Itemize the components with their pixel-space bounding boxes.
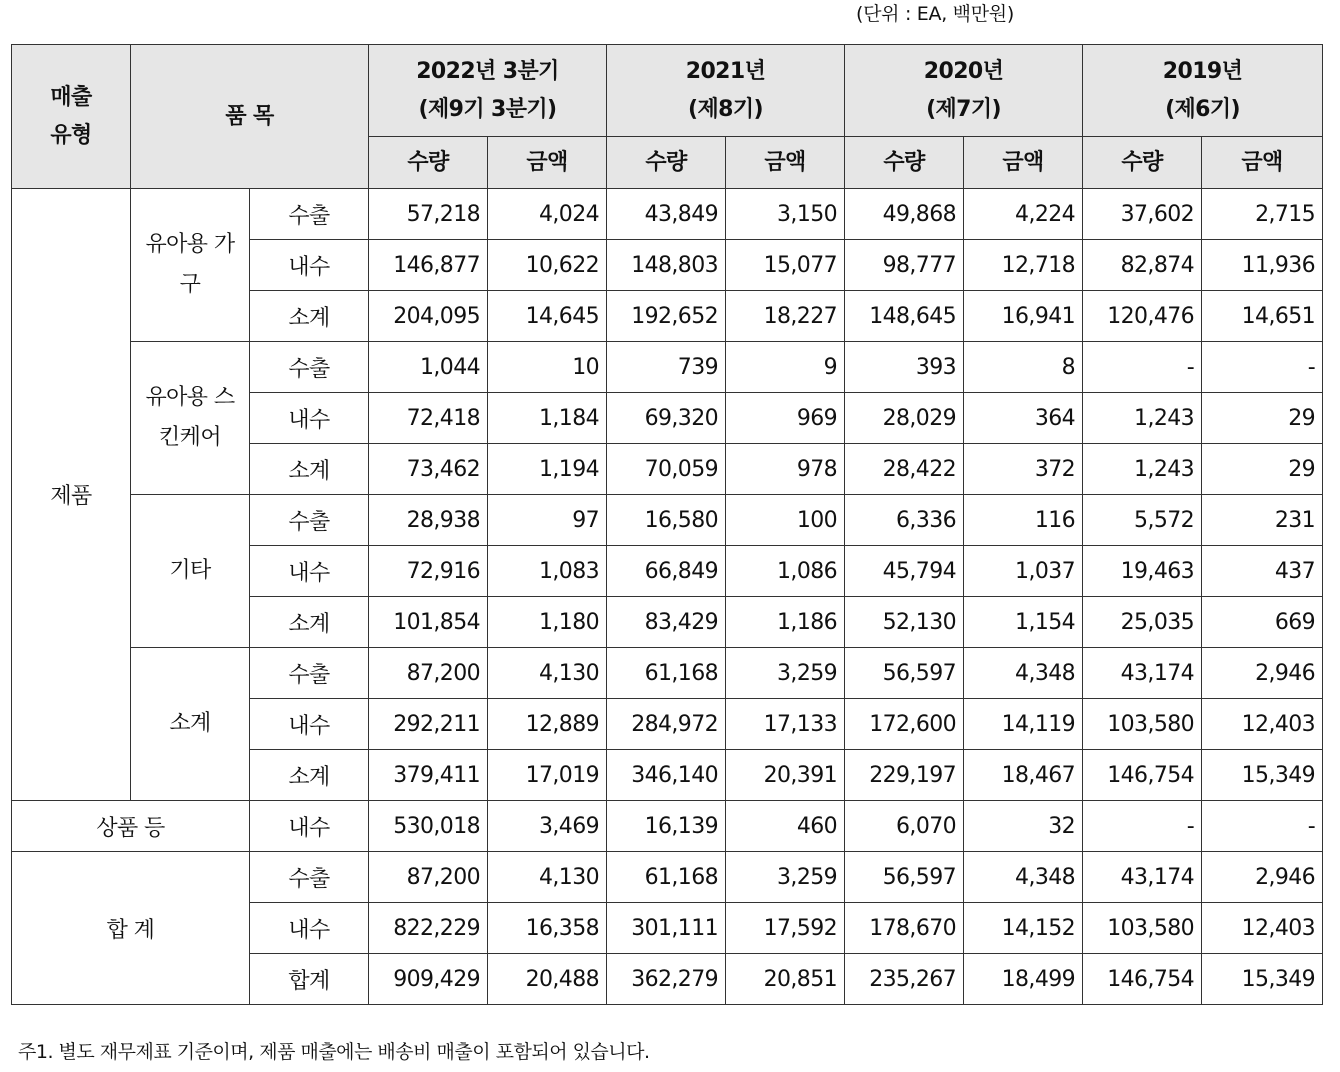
qty-cell: 61,168: [607, 852, 726, 903]
amt-cell: -: [1202, 801, 1323, 852]
qty-cell: 72,916: [369, 546, 488, 597]
amt-cell: 3,469: [488, 801, 607, 852]
amt-cell: 15,077: [726, 240, 845, 291]
qty-cell: 56,597: [845, 648, 964, 699]
amt-cell: 10: [488, 342, 607, 393]
sales-type-header: 매출 유형: [12, 45, 131, 189]
item-header: 품 목: [131, 45, 369, 189]
qty-cell: 83,429: [607, 597, 726, 648]
footnote: 주1. 별도 재무제표 기준이며, 제품 매출에는 배송비 매출이 포함되어 있습니다.: [18, 1041, 650, 1063]
qty-header: 수량: [1083, 137, 1202, 189]
qty-cell: 98,777: [845, 240, 964, 291]
qty-cell: 204,095: [369, 291, 488, 342]
amt-cell: 9: [726, 342, 845, 393]
amt-cell: 2,946: [1202, 852, 1323, 903]
period-header: 2019년 (제6기): [1083, 45, 1323, 137]
row-type: 소계: [250, 291, 369, 342]
row-type: 내수: [250, 546, 369, 597]
qty-cell: 393: [845, 342, 964, 393]
amt-cell: 460: [726, 801, 845, 852]
amt-cell: 2,715: [1202, 189, 1323, 240]
amt-cell: 14,119: [964, 699, 1083, 750]
qty-cell: 52,130: [845, 597, 964, 648]
row-type: 내수: [250, 801, 369, 852]
amt-cell: 16,941: [964, 291, 1083, 342]
amt-cell: 97: [488, 495, 607, 546]
period-header: 2020년 (제7기): [845, 45, 1083, 137]
qty-cell: 6,336: [845, 495, 964, 546]
qty-cell: 909,429: [369, 954, 488, 1005]
amt-cell: 12,889: [488, 699, 607, 750]
row-type: 수출: [250, 648, 369, 699]
amt-cell: 18,227: [726, 291, 845, 342]
qty-cell: 103,580: [1083, 903, 1202, 954]
row-type: 소계: [250, 597, 369, 648]
qty-cell: 178,670: [845, 903, 964, 954]
amt-cell: 3,259: [726, 852, 845, 903]
row-type: 내수: [250, 393, 369, 444]
amt-cell: 4,224: [964, 189, 1083, 240]
qty-cell: 379,411: [369, 750, 488, 801]
qty-cell: 43,849: [607, 189, 726, 240]
amt-cell: 669: [1202, 597, 1323, 648]
qty-cell: 37,602: [1083, 189, 1202, 240]
row-type: 수출: [250, 852, 369, 903]
qty-cell: 292,211: [369, 699, 488, 750]
qty-cell: 101,854: [369, 597, 488, 648]
row-type: 내수: [250, 699, 369, 750]
amt-cell: 1,180: [488, 597, 607, 648]
qty-cell: 120,476: [1083, 291, 1202, 342]
amt-cell: 20,488: [488, 954, 607, 1005]
qty-cell: 28,029: [845, 393, 964, 444]
qty-cell: 146,754: [1083, 750, 1202, 801]
amt-cell: 100: [726, 495, 845, 546]
table-body: [12, 189, 1323, 1005]
qty-cell: 82,874: [1083, 240, 1202, 291]
qty-cell: 69,320: [607, 393, 726, 444]
sales-type-product: 제품: [12, 189, 131, 801]
qty-cell: 146,877: [369, 240, 488, 291]
amt-cell: 116: [964, 495, 1083, 546]
amt-header: 금액: [726, 137, 845, 189]
amt-cell: 8: [964, 342, 1083, 393]
qty-cell: -: [1083, 801, 1202, 852]
amt-cell: 14,651: [1202, 291, 1323, 342]
amt-cell: 372: [964, 444, 1083, 495]
amt-header: 금액: [488, 137, 607, 189]
amt-cell: 15,349: [1202, 750, 1323, 801]
qty-cell: 530,018: [369, 801, 488, 852]
qty-cell: 16,139: [607, 801, 726, 852]
amt-cell: 364: [964, 393, 1083, 444]
row-type: 수출: [250, 342, 369, 393]
qty-cell: 1,243: [1083, 444, 1202, 495]
item-group-label: 유아용 스킨케어: [131, 342, 250, 495]
qty-cell: 301,111: [607, 903, 726, 954]
qty-cell: 87,200: [369, 852, 488, 903]
qty-cell: 229,197: [845, 750, 964, 801]
amt-cell: 14,645: [488, 291, 607, 342]
qty-cell: 28,422: [845, 444, 964, 495]
qty-cell: 284,972: [607, 699, 726, 750]
amt-cell: 1,154: [964, 597, 1083, 648]
amt-cell: 16,358: [488, 903, 607, 954]
amt-cell: 4,130: [488, 852, 607, 903]
item-group-label: 소계: [131, 648, 250, 801]
row-type: 내수: [250, 903, 369, 954]
qty-cell: 1,044: [369, 342, 488, 393]
amt-cell: 10,622: [488, 240, 607, 291]
item-group-label: 기타: [131, 495, 250, 648]
row-type: 소계: [250, 750, 369, 801]
qty-cell: 49,868: [845, 189, 964, 240]
amt-cell: 1,194: [488, 444, 607, 495]
qty-cell: 87,200: [369, 648, 488, 699]
row-type: 수출: [250, 189, 369, 240]
qty-cell: 19,463: [1083, 546, 1202, 597]
qty-cell: -: [1083, 342, 1202, 393]
amt-cell: 4,130: [488, 648, 607, 699]
amt-cell: 18,499: [964, 954, 1083, 1005]
amt-cell: 4,348: [964, 852, 1083, 903]
qty-cell: 56,597: [845, 852, 964, 903]
qty-cell: 16,580: [607, 495, 726, 546]
qty-cell: 192,652: [607, 291, 726, 342]
qty-cell: 148,803: [607, 240, 726, 291]
qty-cell: 1,243: [1083, 393, 1202, 444]
amt-cell: 4,024: [488, 189, 607, 240]
amt-cell: 437: [1202, 546, 1323, 597]
qty-cell: 70,059: [607, 444, 726, 495]
qty-cell: 822,229: [369, 903, 488, 954]
amt-cell: 3,259: [726, 648, 845, 699]
qty-header: 수량: [369, 137, 488, 189]
row-type: 내수: [250, 240, 369, 291]
qty-cell: 346,140: [607, 750, 726, 801]
amt-cell: 12,403: [1202, 699, 1323, 750]
qty-cell: 25,035: [1083, 597, 1202, 648]
amt-cell: 969: [726, 393, 845, 444]
amt-header: 금액: [964, 137, 1083, 189]
amt-cell: 20,391: [726, 750, 845, 801]
qty-cell: 6,070: [845, 801, 964, 852]
qty-cell: 103,580: [1083, 699, 1202, 750]
qty-cell: 172,600: [845, 699, 964, 750]
amt-cell: 1,184: [488, 393, 607, 444]
unit-note: (단위 : EA, 백만원): [856, 3, 1014, 25]
qty-cell: 61,168: [607, 648, 726, 699]
merch-label: 상품 등: [12, 801, 250, 852]
amt-cell: 29: [1202, 444, 1323, 495]
qty-cell: 28,938: [369, 495, 488, 546]
amt-cell: 3,150: [726, 189, 845, 240]
amt-cell: 231: [1202, 495, 1323, 546]
qty-cell: 235,267: [845, 954, 964, 1005]
table-row: [12, 495, 1323, 546]
qty-cell: 739: [607, 342, 726, 393]
qty-cell: 72,418: [369, 393, 488, 444]
amt-cell: 1,086: [726, 546, 845, 597]
amt-cell: 18,467: [964, 750, 1083, 801]
amt-cell: 17,592: [726, 903, 845, 954]
amt-cell: 1,083: [488, 546, 607, 597]
row-type: 소계: [250, 444, 369, 495]
total-label: 합 계: [12, 852, 250, 1005]
table-row: [12, 852, 1323, 903]
qty-cell: 362,279: [607, 954, 726, 1005]
table-row: [12, 801, 1323, 852]
qty-header: 수량: [607, 137, 726, 189]
qty-cell: 43,174: [1083, 648, 1202, 699]
qty-cell: 45,794: [845, 546, 964, 597]
qty-cell: 5,572: [1083, 495, 1202, 546]
amt-cell: 4,348: [964, 648, 1083, 699]
qty-cell: 148,645: [845, 291, 964, 342]
amt-cell: 14,152: [964, 903, 1083, 954]
amt-cell: 17,133: [726, 699, 845, 750]
table-row: [12, 189, 1323, 240]
row-type: 합계: [250, 954, 369, 1005]
qty-header: 수량: [845, 137, 964, 189]
amt-cell: 20,851: [726, 954, 845, 1005]
qty-cell: 57,218: [369, 189, 488, 240]
amt-cell: 29: [1202, 393, 1323, 444]
row-type: 수출: [250, 495, 369, 546]
amt-cell: 1,186: [726, 597, 845, 648]
amt-cell: 1,037: [964, 546, 1083, 597]
amt-cell: 32: [964, 801, 1083, 852]
amt-cell: 2,946: [1202, 648, 1323, 699]
amt-cell: 12,718: [964, 240, 1083, 291]
amt-cell: 17,019: [488, 750, 607, 801]
qty-cell: 66,849: [607, 546, 726, 597]
qty-cell: 146,754: [1083, 954, 1202, 1005]
table-row: [12, 342, 1323, 393]
qty-cell: 43,174: [1083, 852, 1202, 903]
table-row: [12, 648, 1323, 699]
amt-cell: 11,936: [1202, 240, 1323, 291]
table-header: [12, 45, 1323, 189]
amt-cell: 978: [726, 444, 845, 495]
period-header: 2022년 3분기 (제9기 3분기): [369, 45, 607, 137]
amt-cell: 15,349: [1202, 954, 1323, 1005]
item-group-label: 유아용 가구: [131, 189, 250, 342]
amt-cell: -: [1202, 342, 1323, 393]
sales-table: [11, 44, 1323, 1005]
amt-header: 금액: [1202, 137, 1323, 189]
amt-cell: 12,403: [1202, 903, 1323, 954]
qty-cell: 73,462: [369, 444, 488, 495]
period-header: 2021년 (제8기): [607, 45, 845, 137]
